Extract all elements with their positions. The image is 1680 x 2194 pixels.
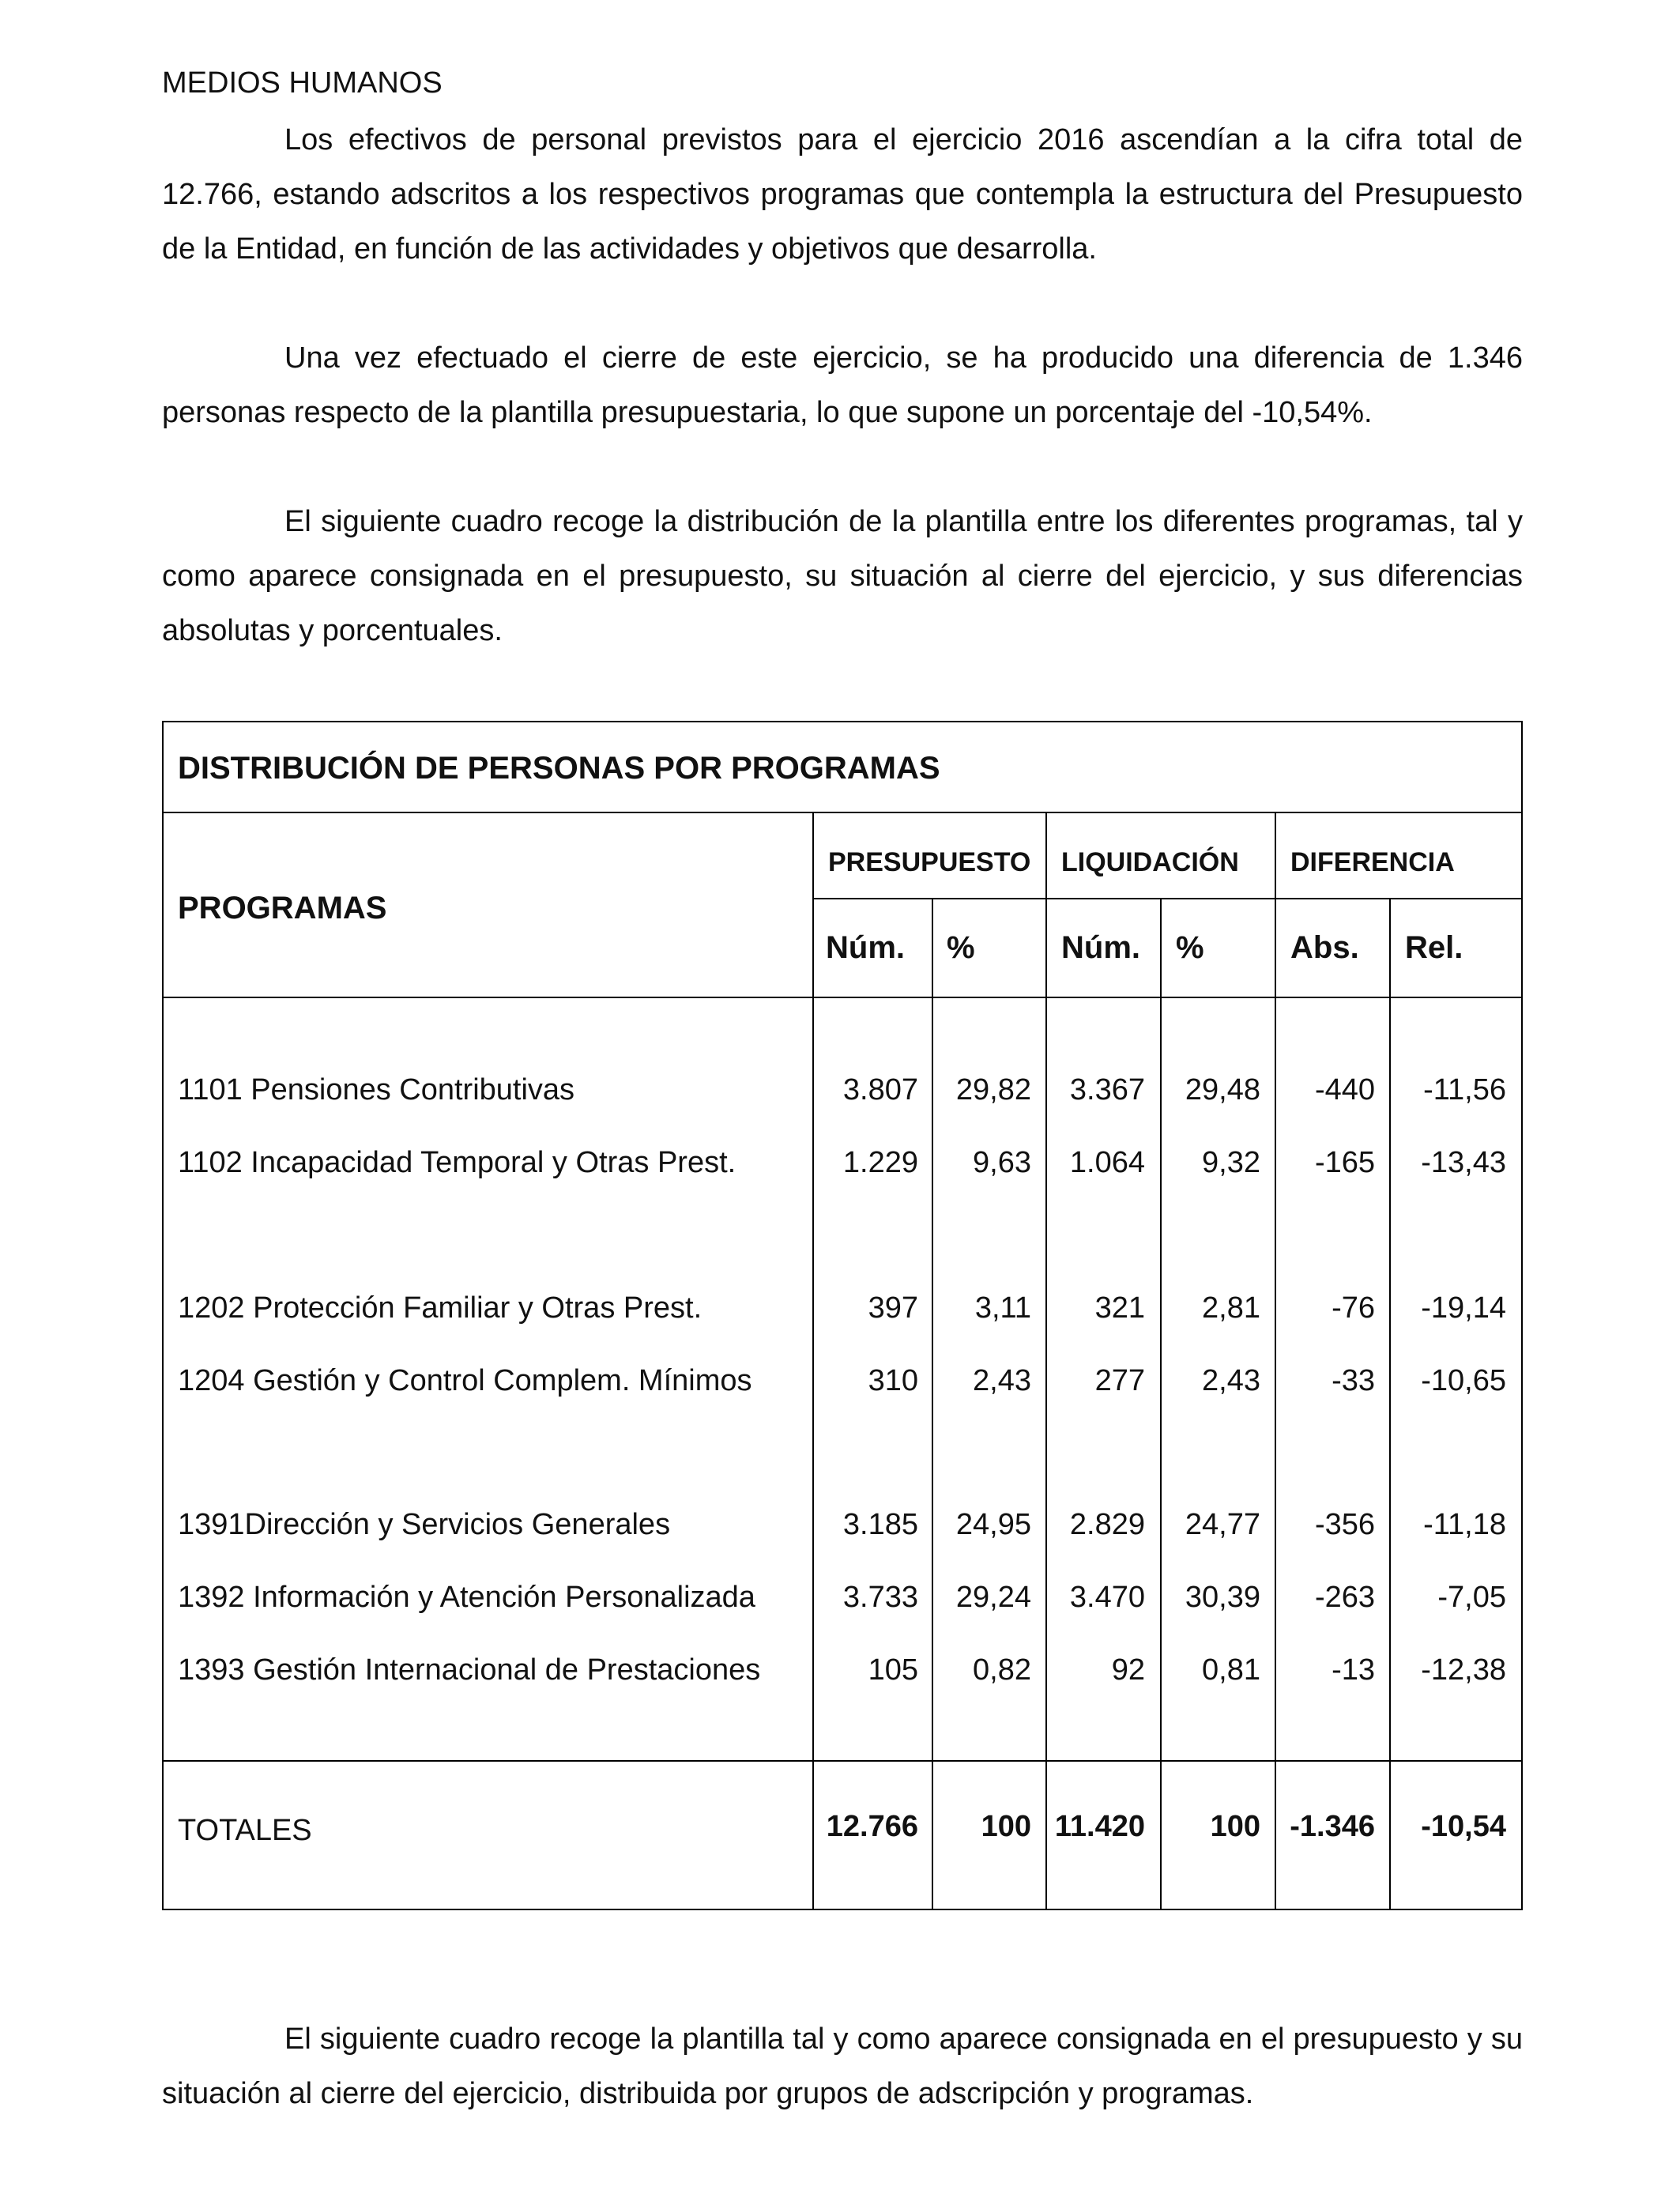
table-border-left (162, 721, 164, 1910)
col-divider-pres (812, 812, 814, 1910)
cell-abs: -165 (1314, 1146, 1375, 1179)
cell-pres-num: 310 (868, 1364, 918, 1397)
table-border-right (1521, 721, 1523, 1910)
row-programa: 1102 Incapacidad Temporal y Otras Prest. (178, 1146, 736, 1179)
cell-abs: -33 (1332, 1364, 1375, 1397)
totals-label: TOTALES (178, 1814, 312, 1847)
cell-rel: -19,14 (1421, 1291, 1506, 1325)
cell-liq-num: 92 (1111, 1653, 1145, 1687)
cell-liq-num: 1.064 (1069, 1146, 1145, 1179)
cell-liq-pct: 29,48 (1185, 1073, 1260, 1106)
col-divider-dif (1275, 812, 1276, 1910)
subheader-liq-num: Núm. (1061, 930, 1140, 965)
row-programa: 1101 Pensiones Contributivas (178, 1073, 575, 1106)
col-divider-dif-rel (1389, 898, 1391, 1910)
cell-pres-num: 397 (868, 1291, 918, 1325)
row-programa: 1393 Gestión Internacional de Prestaciones (178, 1653, 761, 1687)
closing-paragraph: El siguiente cuadro recoge la plantilla tal y como aparece consignada en el presupuesto y su situación al cierre del ejercicio, distribuida por grupos de adscripción y programas. (162, 2022, 1523, 2110)
cell-pres-pct: 0,82 (973, 1653, 1031, 1687)
page-title: MEDIOS HUMANOS (162, 66, 443, 100)
cell-liq-num: 321 (1094, 1291, 1145, 1325)
cell-pres-num: 3.185 (842, 1508, 918, 1541)
col-divider-liq-pct (1160, 898, 1162, 1910)
total-liq-num: 11.420 (1054, 1810, 1145, 1843)
cell-pres-pct: 29,82 (955, 1073, 1031, 1106)
group-liquidacion: LIQUIDACIÓN (1061, 847, 1239, 877)
row-programa: 1392 Información y Atención Personalizada (178, 1581, 755, 1614)
group-separator (812, 898, 1523, 899)
cell-pres-pct: 24,95 (955, 1508, 1031, 1541)
cell-pres-pct: 2,43 (973, 1364, 1031, 1397)
total-rel: -10,54 (1421, 1810, 1506, 1843)
cell-pres-num: 1.229 (842, 1146, 918, 1179)
row-programa: 1391Dirección y Servicios Generales (178, 1508, 671, 1541)
distribution-table (162, 721, 1523, 1910)
group-presupuesto: PRESUPUESTO (828, 847, 1031, 877)
cell-liq-pct: 30,39 (1185, 1581, 1260, 1614)
table-title: DISTRIBUCIÓN DE PERSONAS POR PROGRAMAS (178, 751, 940, 786)
row-programa: 1204 Gestión y Control Complem. Mínimos (178, 1364, 752, 1397)
subheader-pres-num: Núm. (826, 930, 905, 965)
totals-separator (162, 1760, 1523, 1762)
table-border-top (162, 721, 1523, 722)
cell-rel: -11,56 (1423, 1073, 1506, 1106)
subheader-dif-rel: Rel. (1405, 930, 1463, 965)
cell-liq-pct: 2,81 (1202, 1291, 1260, 1325)
cell-liq-pct: 9,32 (1202, 1146, 1260, 1179)
table-intro-paragraph: El siguiente cuadro recoge la distribución de la plantilla entre los diferentes programas, tal y como aparece consignada en el presupuesto, su situación al cierre del ejercicio, y sus diferencias absolutas y porcentuales. (162, 505, 1523, 647)
cell-liq-num: 3.470 (1069, 1581, 1145, 1614)
total-liq-pct: 100 (1210, 1810, 1260, 1843)
difference-paragraph: Una vez efectuado el cierre de este ejercicio, se ha producido una diferencia de 1.346 personas respecto de la plantilla presupuestaria, lo que supone un porcentaje del -10,54%. (162, 341, 1523, 429)
cell-liq-num: 3.367 (1069, 1073, 1145, 1106)
cell-pres-pct: 3,11 (974, 1291, 1031, 1325)
cell-abs: -440 (1314, 1073, 1375, 1106)
header-separator (162, 997, 1523, 998)
cell-pres-num: 3.807 (842, 1073, 918, 1106)
cell-liq-num: 2.829 (1069, 1508, 1145, 1541)
cell-abs: -263 (1314, 1581, 1375, 1614)
programas-header: PROGRAMAS (178, 891, 387, 925)
total-pres-num: 12.766 (826, 1810, 918, 1843)
cell-liq-pct: 24,77 (1185, 1508, 1260, 1541)
cell-abs: -76 (1332, 1291, 1375, 1325)
col-divider-liq (1045, 812, 1047, 1910)
cell-rel: -11,18 (1423, 1508, 1506, 1541)
cell-rel: -13,43 (1421, 1146, 1506, 1179)
cell-pres-pct: 9,63 (973, 1146, 1031, 1179)
total-pres-pct: 100 (981, 1810, 1031, 1843)
subheader-pres-pct: % (947, 930, 975, 965)
title-separator (162, 812, 1523, 813)
row-programa: 1202 Protección Familiar y Otras Prest. (178, 1291, 703, 1325)
cell-liq-num: 277 (1094, 1364, 1145, 1397)
table-border-bottom (162, 1909, 1523, 1910)
cell-rel: -12,38 (1421, 1653, 1506, 1687)
cell-liq-pct: 2,43 (1202, 1364, 1260, 1397)
subheader-liq-pct: % (1176, 930, 1204, 965)
total-abs: -1.346 (1290, 1810, 1375, 1843)
group-diferencia: DIFERENCIA (1290, 847, 1455, 877)
cell-rel: -7,05 (1437, 1581, 1506, 1614)
intro-paragraph: Los efectivos de personal previstos para el ejercicio 2016 ascendían a la cifra total de 12.766, estando adscritos a los respectivos programas que contempla la estructura del Presupuesto de la Entidad, en función de las actividades y objetivos que desarrolla. (162, 123, 1523, 266)
subheader-dif-abs: Abs. (1290, 930, 1359, 965)
cell-rel: -10,65 (1421, 1364, 1506, 1397)
cell-pres-num: 3.733 (842, 1581, 918, 1614)
cell-abs: -356 (1314, 1508, 1375, 1541)
cell-abs: -13 (1332, 1653, 1375, 1687)
cell-pres-pct: 29,24 (955, 1581, 1031, 1614)
cell-liq-pct: 0,81 (1202, 1653, 1260, 1687)
cell-pres-num: 105 (868, 1653, 918, 1687)
col-divider-pres-pct (932, 898, 933, 1910)
